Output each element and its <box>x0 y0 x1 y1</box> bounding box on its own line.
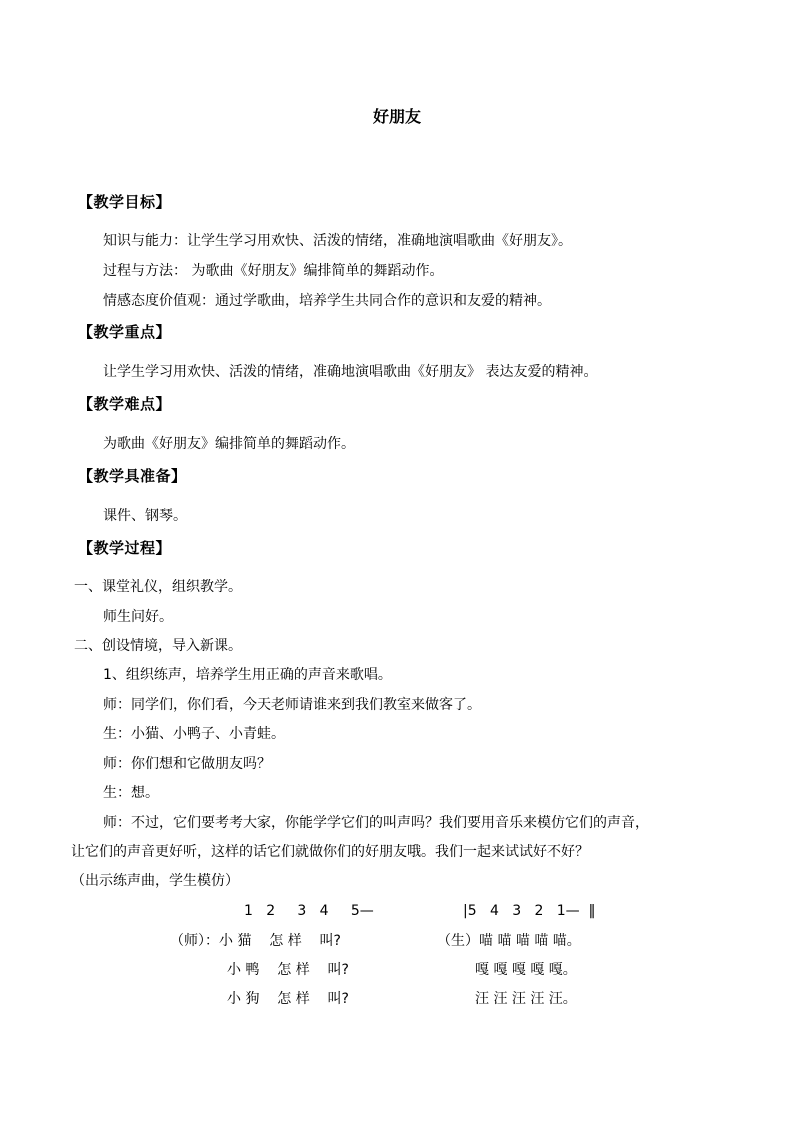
process-line: 师：同学们，你们看，今天老师请谁来到我们教室来做客了。 <box>103 697 481 713</box>
heading-prep: 【教学具准备】 <box>78 467 187 485</box>
lyric-right: 嘎 嘎 嘎 嘎 嘎。 <box>475 962 577 978</box>
score-notes-right: |5 4 3 2 1— ‖ <box>463 903 596 919</box>
process-line: （出示练声曲，学生模仿） <box>71 873 239 889</box>
process-line: 师：你们想和它做朋友吗？ <box>103 756 271 772</box>
process-line: 师生问好。 <box>103 609 173 625</box>
heading-process: 【教学过程】 <box>78 539 172 557</box>
process-line: 二、创设情境，导入新课。 <box>74 638 242 654</box>
process-line: 生：小猫、小鸭子、小青蛙。 <box>103 726 285 742</box>
score-notes-left: 1 2 3 4 5— <box>244 903 374 919</box>
lyric-right: （生）喵 喵 喵 喵 喵。 <box>437 933 581 949</box>
process-line: 让它们的声音更好听，这样的话它们就做你们的好朋友哦。我们一起来试试好不好？ <box>71 844 589 860</box>
key-text: 让学生学习用欢快、活泼的情绪，准确地演唱歌曲《好朋友》 表达友爱的精神。 <box>103 364 598 380</box>
goal-item: 情感态度价值观：通过学歌曲，培养学生共同合作的意识和友爱的精神。 <box>103 293 551 309</box>
page-title: 好朋友 <box>372 107 421 126</box>
heading-goals: 【教学目标】 <box>78 193 172 211</box>
difficulty-text: 为歌曲《好朋友》编排简单的舞蹈动作。 <box>103 436 355 452</box>
goal-item: 知识与能力：让学生学习用欢快、活泼的情绪，准确地演唱歌曲《好朋友》。 <box>103 233 572 249</box>
heading-difficulty: 【教学难点】 <box>78 395 172 413</box>
heading-key: 【教学重点】 <box>78 323 172 341</box>
process-line: 一、课堂礼仪，组织教学。 <box>74 579 242 595</box>
prep-text: 课件、钢琴。 <box>103 508 187 524</box>
lyric-right: 汪 汪 汪 汪 汪。 <box>475 991 577 1007</box>
process-line: 师：不过，它们要考考大家，你能学学它们的叫声吗？我们要用音乐来模仿它们的声音， <box>103 815 649 831</box>
goal-item: 过程与方法： 为歌曲《好朋友》编排简单的舞蹈动作。 <box>103 263 444 279</box>
lyric-left: 小 鸭 怎 样 叫? <box>227 962 349 978</box>
lyric-left: 小 狗 怎 样 叫? <box>227 991 349 1007</box>
process-line: 1、组织练声，培养学生用正确的声音来歌唱。 <box>103 667 392 683</box>
process-line: 生：想。 <box>103 785 159 801</box>
lyric-left: （师）：小 猫 怎 样 叫? <box>170 933 341 949</box>
